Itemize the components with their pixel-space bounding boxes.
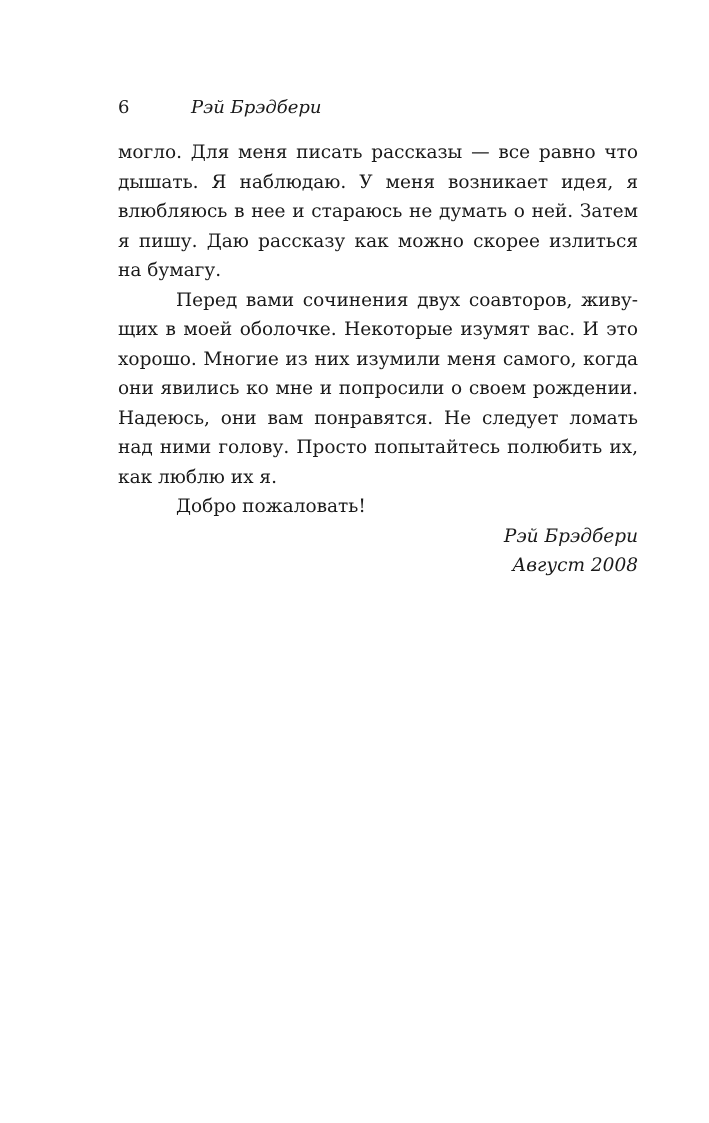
text-line: Перед вами сочинения двух соавторов, живу- bbox=[176, 289, 638, 311]
text-line: как люблю их я. bbox=[118, 466, 277, 488]
signature-date: Август 2008 bbox=[512, 555, 638, 576]
text-line: могло. Для меня писать рассказы — все равно что bbox=[118, 142, 638, 163]
text-line: дышать. Я наблюдаю. У меня возникает идея, я bbox=[118, 171, 638, 193]
running-head-author: Рэй Брэдбери bbox=[191, 97, 322, 118]
text-line: влюбляюсь в нее и стараюсь не думать о ней. Затем bbox=[118, 201, 638, 222]
text-line: я пишу. Даю рассказу как можно скорее излиться bbox=[118, 230, 638, 252]
text-line: над ними голову. Просто попытайтесь полюбить их, bbox=[118, 437, 638, 458]
text-line: Добро пожаловать! bbox=[176, 496, 366, 517]
running-head bbox=[118, 96, 638, 120]
main-text bbox=[118, 138, 638, 581]
text-line: Надеюсь, они вам понравятся. Не следует ломать bbox=[118, 407, 638, 429]
page-number: 6 bbox=[118, 97, 130, 118]
text-line: щих в моей оболочке. Некоторые изумят вас. И это bbox=[118, 319, 638, 340]
signature-name: Рэй Брэдбери bbox=[503, 525, 638, 547]
text-line: хорошо. Многие из них изумили меня самого, когда bbox=[118, 348, 638, 370]
text-line: они явились ко мне и попросили о своем рождении. bbox=[118, 378, 638, 399]
text-line: на бумагу. bbox=[118, 260, 222, 281]
